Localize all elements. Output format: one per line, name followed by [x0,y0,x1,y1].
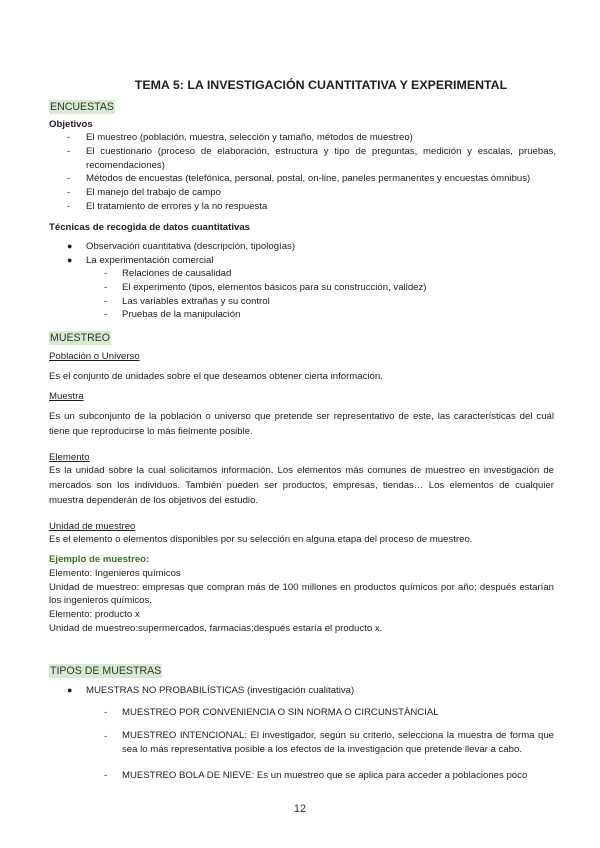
muestra-title: Muestra [49,391,84,402]
experimentacion-item: El experimento (tipos, elementos básicos para su construcción, validez) [122,282,427,293]
bullet-marker: ● [67,685,73,695]
objetivo-item: El tratamiento de errores y la no respuesta [86,201,268,212]
dash-marker: - [104,282,108,293]
objetivo-item: El muestreo (población, muestra, selección y tamaño, métodos de muestreo) [86,132,413,143]
dash-marker: - [67,201,71,212]
ejemplo-line: Unidad de muestreo:supermercados, farmacias;después estaría el producto x. [49,623,383,634]
tipo-item: MUESTREO BOLA DE NIEVE: Es un muestreo que se aplica para acceder a poblaciones poco [122,770,528,781]
section-heading-encuestas: ENCUESTAS [50,101,114,113]
elemento-text: Es la unidad sobre la cual solicitamos información. Los elementos más comunes de muestreo en investigación de mercados son los individuos. También pueden ser productos, empresas, tiendas… Los elementos de cualquier muestra dependerán de los objetivos del estudio. [49,465,554,506]
tipo-item: MUESTREO POR CONVENIENCIA O SIN NORMA O CIRCUNSTÀNCIAL [122,707,439,718]
dash-marker: - [104,296,108,307]
dash-marker: - [67,132,71,143]
ejemplo-title: Ejemplo de muestreo: [49,554,150,565]
tecnica-item: La experimentación comercial [86,255,214,266]
section-heading-tipos: TIPOS DE MUESTRAS [50,665,162,677]
bullet-marker: ● [67,241,73,251]
dash-marker: - [104,770,108,781]
ejemplo-line: Elemento: Ingenieros químicos [49,568,181,579]
objetivo-item: Métodos de encuestas (telefónica, personal, postal, on-line, paneles permanentes y encuestas ómnibus) [86,173,531,184]
unidad-text: Es el elemento o elementos disponibles por su selección en alguna etapa del proceso de muestreo. [49,534,473,545]
tecnica-item: Observación cuantitativa (descripción, tipologías) [86,241,296,252]
poblacion-title: Población o Universo [49,351,140,362]
ejemplo-line: Unidad de muestreo: empresas que compran más de 100 millones en productos químicos por año; después estarían los ingenieros químicos. [49,582,554,606]
unidad-title: Unidad de muestreo [49,521,136,532]
elemento-title: Elemento [49,452,90,463]
muestra-text: Es un subconjunto de la población o universo que pretende ser representativo de este, las características del cuál tiene que reproducirse lo más fielmente posible. [49,411,554,437]
objetivo-item: El manejo del trabajo de campo [86,187,221,198]
no-probabilisticas-item: MUESTRAS NO PROBABILÍSTICAS (investigación cualitativa) [86,685,355,696]
dash-marker: - [67,187,71,198]
bullet-marker: ● [67,255,73,265]
objetivos-title: Objetivos [49,119,93,130]
page-title: TEMA 5: LA INVESTIGACIÓN CUANTITATIVA Y EXPERIMENTAL [134,78,508,92]
tecnicas-title: Técnicas de recogida de datos cuantitativas [49,222,251,233]
objetivo-item: El cuestionario (proceso de elaboración, estructura y tipo de preguntas, medición y escalas, pruebas, [86,146,556,157]
dash-marker: - [67,173,71,184]
dash-marker: - [104,707,108,718]
poblacion-text: Es el conjunto de unidades sobre el que deseamos obtener cierta información. [49,371,383,382]
ejemplo-line: Elemento: producto x [49,609,140,620]
dash-marker: - [104,731,108,742]
tipo-item: MUESTREO INTENCIONAL: El investigador, según su criterio, selecciona la muestra de forma que sea lo más representativa posible a los efectos de la investigación que pretende llevar a cabo. [122,730,554,755]
objetivo-item-continued: recomendaciones) [86,160,165,171]
experimentacion-item: Pruebas de la manipulación [122,309,241,320]
dash-marker: - [67,146,71,157]
page-number: 12 [293,803,307,815]
experimentacion-item: Las variables extrañas y su control [122,296,270,307]
experimentacion-item: Relaciones de causalidad [122,268,232,279]
dash-marker: - [104,309,108,320]
dash-marker: - [104,268,108,279]
section-heading-muestreo: MUESTREO [50,332,111,344]
